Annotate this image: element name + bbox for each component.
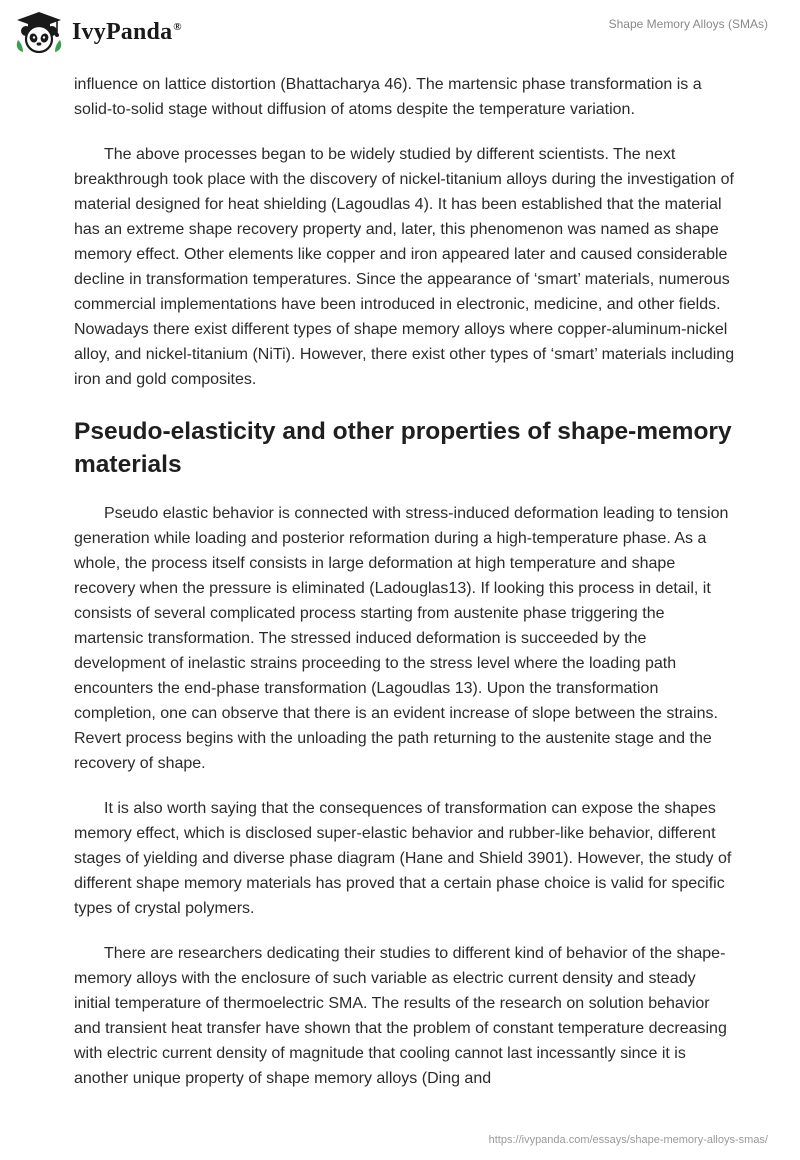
paragraph: The above processes began to be widely studied by different scientists. The next breakthrough took place with the discovery of nickel-titanium alloys during the investigation of material designed for heat shielding (Lagoudlas 4). It has been established that the material has an extreme shape recovery property and, later, this phenomenon was named as shape memory effect. Other elements like copper and iron appeared later and caused considerable decline in transformation temperatures. Since the appearance of ‘smart’ materials, numerous commercial implementations have been introduced in electronic, medicine, and other fields. Nowadays there exist different types of shape memory alloys where copper-aluminum-nickel alloy, and nickel-titanium (NiTi). However, there exist other types of ‘smart’ materials including iron and gold composites. bbox=[74, 146, 735, 388]
logo-name: IvyPanda bbox=[72, 18, 173, 45]
paragraph: There are researchers dedicating their studies to different kind of behavior of the shape-memory alloys with the enclosure of such variable as electric current density and steady initial temperature of thermoelectric SMA. The results of the research on solution behavior and transient heat transfer have shown that the problem of constant temperature decreasing with electric current density of magnitude that cooling cannot last incessantly since it is another unique property of shape memory alloys (Ding and bbox=[74, 945, 727, 1087]
source-url-link[interactable]: https://ivypanda.com/essays/shape-memory-alloys-smas/ bbox=[488, 1134, 768, 1146]
panda-graduate-icon bbox=[14, 10, 64, 54]
essay-body bbox=[74, 72, 736, 1111]
logo-wordmark bbox=[72, 19, 182, 46]
registered-mark: ® bbox=[173, 20, 182, 33]
paragraph: influence on lattice distortion (Bhattacharya 46). The martensic phase transformation is a solid-to-solid stage without diffusion of atoms despite the temperature variation. bbox=[74, 76, 702, 118]
section-heading: Pseudo-elasticity and other properties of shape-memory materials bbox=[74, 418, 732, 478]
document-title: Shape Memory Alloys (SMAs) bbox=[608, 17, 768, 31]
ivypanda-logo[interactable] bbox=[14, 10, 182, 54]
page-header bbox=[0, 0, 800, 64]
paragraph: Pseudo elastic behavior is connected with stress-induced deformation leading to tension generation while loading and posterior reformation during a high-temperature phase. As a whole, the process itself consists in large deformation at high temperature and shape recovery when the pressure is eliminated (Ladouglas13). If looking this process in detail, it consists of several complicated process starting from austenite phase triggering the martensic transformation. The stressed induced deformation is succeeded by the development of inelastic strains proceeding to the stress level where the loading path encounters the end-phase transformation (Lagoudlas 13). Upon the transformation completion, one can observe that there is an evident increase of slope between the strains. Revert process begins with the unloading the path returning to the austenite stage and the recovery of shape. bbox=[74, 505, 729, 772]
paragraph: It is also worth saying that the consequences of transformation can expose the shapes memory effect, which is disclosed super-elastic behavior and rubber-like behavior, different stages of yielding and diverse phase diagram (Hane and Shield 3901). However, the study of different shape memory materials has proved that a certain phase choice is valid for specific types of crystal polymers. bbox=[74, 800, 732, 917]
